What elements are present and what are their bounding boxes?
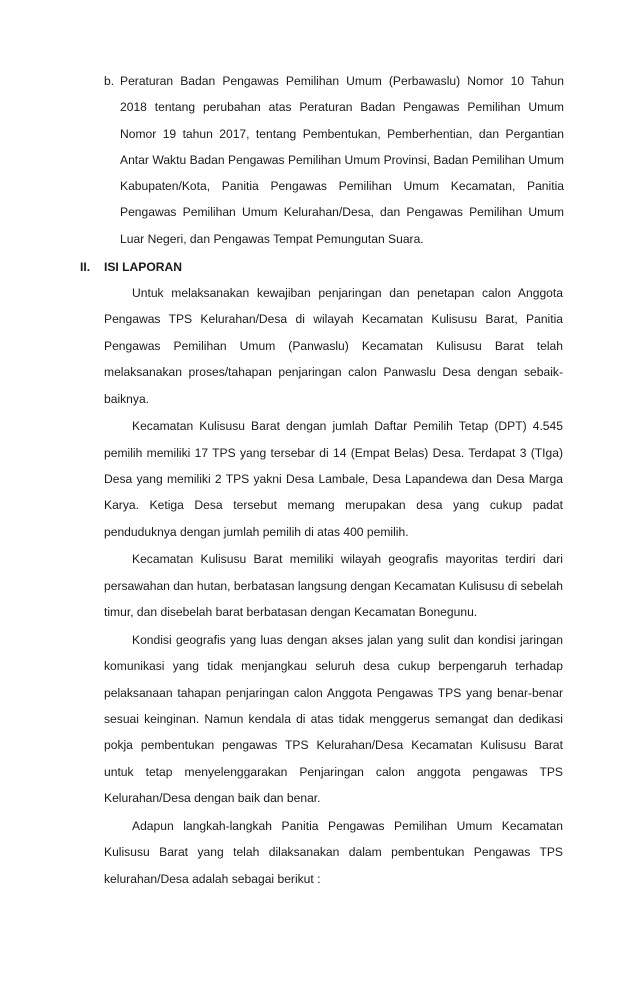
list-item-text: Peraturan Badan Pengawas Pemilihan Umum (Perbawaslu) Nomor 10 Tahun 2018 tentang perubahan atas Peraturan Badan Pengawas Pemilihan Umum Nomor 19 tahun 2017, tentang Pembentukan, Pemberhentian, dan Pergantian Antar Waktu Badan Pengawas Pemilihan Umum Provinsi, Badan Pemilihan Umum Kabupaten/Kota, Panitia Pengawas Pemilihan Umum Kecamatan, Panitia Pengawas Pemilihan Umum Kelurahan/Desa, dan Pengawas Pemilihan Umum Luar Negeri, dan Pengawas Tempat Pemungutan Suara. [120, 74, 564, 246]
section-heading [80, 257, 182, 277]
paragraph: Untuk melaksanakan kewajiban penjaringan dan penetapan calon Anggota Pengawas TPS Kelurahan/Desa di wilayah Kecamatan Kulisusu Barat, Panitia Pengawas Pemilihan Umum (Panwaslu) Kecamatan Kulisusu Barat telah melaksanakan proses/tahapan penjaringan calon Panwaslu Desa dengan sebaik-baiknya. [104, 286, 563, 406]
paragraph: Kondisi geografis yang luas dengan akses jalan yang sulit dan kondisi jaringan komunikasi yang tidak menjangkau seluruh desa cukup berpengaruh terhadap pelaksanaan tahapan penjaringan calon Anggota Pengawas TPS yang benar-benar sesuai keinginan. Namun kendala di atas tidak menggerus semangat dan dedikasi pokja pembentukan pengawas TPS Kelurahan/Desa Kecamatan Kulisusu Barat untuk tetap menyelenggarakan Penjaringan calon anggota pengawas TPS Kelurahan/Desa dengan baik dan benar. [104, 632, 563, 806]
section-body [104, 280, 563, 893]
section-number: II. [80, 260, 91, 274]
paragraph: Kecamatan Kulisusu Barat memiliki wilayah geografis mayoritas terdiri dari persawahan dan hutan, berbatasan langsung dengan Kecamatan Kulisusu di sebelah timur, dan disebelah barat berbatasan dengan Kecamatan Bonegunu. [104, 552, 563, 620]
paragraph: Adapun langkah-langkah Panitia Pengawas Pemilihan Umum Kecamatan Kulisusu Barat yang telah dilaksanakan dalam pembentukan Pengawas TPS kelurahan/Desa adalah sebagai berikut : [104, 818, 563, 886]
section-title: ISI LAPORAN [104, 260, 182, 274]
list-marker: b. [104, 74, 115, 88]
paragraph: Kecamatan Kulisusu Barat dengan jumlah Daftar Pemilih Tetap (DPT) 4.545 pemilih memiliki 17 TPS yang tersebar di 14 (Empat Belas) Desa. Terdapat 3 (TIga) Desa yang memiliki 2 TPS yakni Desa Lambale, Desa Lapandewa dan Desa Marga Karya. Ketiga Desa tersebut memang merupakan desa yang cukup padat penduduknya dengan jumlah pemilih di atas 400 pemilih. [104, 419, 563, 539]
list-item-b [104, 68, 564, 252]
